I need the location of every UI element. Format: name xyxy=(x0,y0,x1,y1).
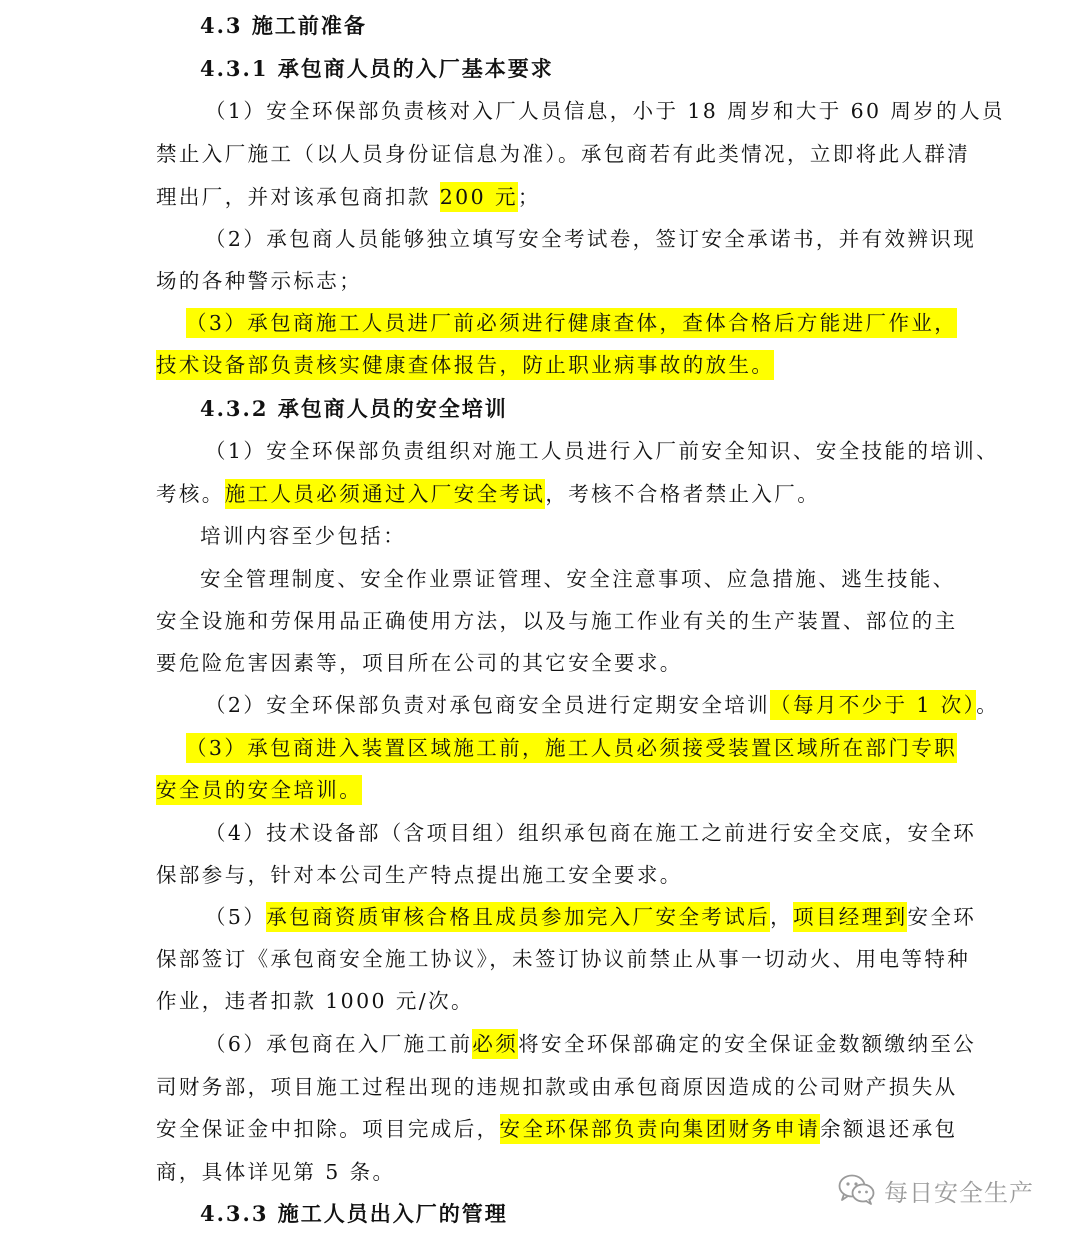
highlighted-text: 安全环保部负责向集团财务申请 xyxy=(500,1114,821,1144)
paragraph-line xyxy=(205,900,976,934)
heading-4-3-1: 4.3.1 承包商人员的入厂基本要求 xyxy=(200,56,554,81)
paragraph-line: 场的各种警示标志； xyxy=(156,269,363,293)
text-span: ， xyxy=(770,905,793,929)
text-span: （6）承包商在入厂施工前 xyxy=(205,1032,473,1056)
paragraph-line xyxy=(186,306,957,340)
highlighted-text: 项目经理到 xyxy=(793,902,908,932)
text-span: （5） xyxy=(205,905,267,929)
paragraph-line xyxy=(156,477,820,511)
highlighted-text: 承包商资质审核合格且成员参加完入厂安全考试后 xyxy=(266,902,770,932)
text-span: 安全保证金中扣除。项目完成后， xyxy=(156,1117,500,1141)
heading-4-3: 4.3 施工前准备 xyxy=(200,13,367,38)
text-span: 安全环 xyxy=(907,905,977,929)
paragraph-line: （4）技术设备部（含项目组）组织承包商在施工之前进行安全交底，安全环 xyxy=(205,821,977,845)
highlighted-text: （3）承包商进入装置区域施工前，施工人员必须接受装置区域所在部门专职 xyxy=(186,733,957,763)
paragraph-line xyxy=(156,348,774,382)
highlighted-text: （3）承包商施工人员进厂前必须进行健康查体，查体合格后方能进厂作业， xyxy=(186,308,957,338)
paragraph-line xyxy=(205,1027,976,1061)
text-span: 理出厂，并对该承包商扣款 xyxy=(156,185,440,209)
text-span: ； xyxy=(517,185,541,209)
paragraph-line: 保部参与，针对本公司生产特点提出施工安全要求。 xyxy=(156,863,683,887)
heading-4-3-3: 4.3.3 施工人员出入厂的管理 xyxy=(200,1201,508,1226)
text-span: （2）安全环保部负责对承包商安全员进行定期安全培训 xyxy=(205,693,771,717)
paragraph-line: 要危险危害因素等，项目所在公司的其它安全要求。 xyxy=(156,651,683,675)
text-span: ，考核不合格者禁止入厂。 xyxy=(545,482,821,506)
highlighted-text: 安全员的安全培训。 xyxy=(156,775,362,805)
highlighted-text: 必须 xyxy=(472,1029,518,1059)
paragraph-line xyxy=(156,773,362,807)
text-span: 余额退还承包 xyxy=(820,1117,958,1141)
text-span: 。 xyxy=(976,693,1000,717)
highlighted-text: 技术设备部负责核实健康查体报告，防止职业病事故的放生。 xyxy=(156,350,774,380)
wechat-icon xyxy=(838,1174,876,1206)
paragraph-line: 保部签订《承包商安全施工协议》，未签订协议前禁止从事一切动火、用电等特种 xyxy=(156,947,971,971)
highlighted-text: 施工人员必须通过入厂安全考试 xyxy=(225,479,546,509)
paragraph-line xyxy=(186,731,957,765)
watermark-text: 每日安全生产 xyxy=(884,1178,1034,1207)
paragraph-line: 作业，违者扣款 1000 元/次。 xyxy=(156,989,474,1013)
paragraph-line: （1）安全环保部负责核对入厂人员信息，小于 18 周岁和大于 60 周岁的人员 xyxy=(205,99,1005,123)
paragraph-line: （1）安全环保部负责组织对施工人员进行入厂前安全知识、安全技能的培训、 xyxy=(205,439,1000,463)
paragraph-line xyxy=(156,180,541,214)
highlighted-text: 200 元 xyxy=(440,182,518,212)
paragraph-line: 安全设施和劳保用品正确使用方法，以及与施工作业有关的生产装置、部位的主 xyxy=(156,609,958,633)
paragraph-line: 司财务部，项目施工过程出现的违规扣款或由承包商原因造成的公司财产损失从 xyxy=(156,1075,958,1099)
paragraph-line: 培训内容至少包括： xyxy=(200,524,407,548)
paragraph-line: 商，具体详见第 5 条。 xyxy=(156,1160,396,1184)
paragraph-line: 安全管理制度、安全作业票证管理、安全注意事项、应急措施、逃生技能、 xyxy=(200,567,956,591)
watermark xyxy=(838,1170,1034,1210)
paragraph-line: 禁止入厂施工（以人员身份证信息为准）。承包商若有此类情况，立即将此人群清 xyxy=(156,142,971,166)
highlighted-text: （每月不少于 1 次） xyxy=(770,690,976,720)
paragraph-line xyxy=(205,688,999,722)
text-span: 将安全环保部确定的安全保证金数额缴纳至公 xyxy=(518,1032,977,1056)
heading-4-3-2: 4.3.2 承包商人员的安全培训 xyxy=(200,396,508,421)
text-span: 考核。 xyxy=(156,482,225,506)
paragraph-line: （2）承包商人员能够独立填写安全考试卷，签订安全承诺书，并有效辨识现 xyxy=(205,227,977,251)
paragraph-line xyxy=(156,1112,958,1146)
